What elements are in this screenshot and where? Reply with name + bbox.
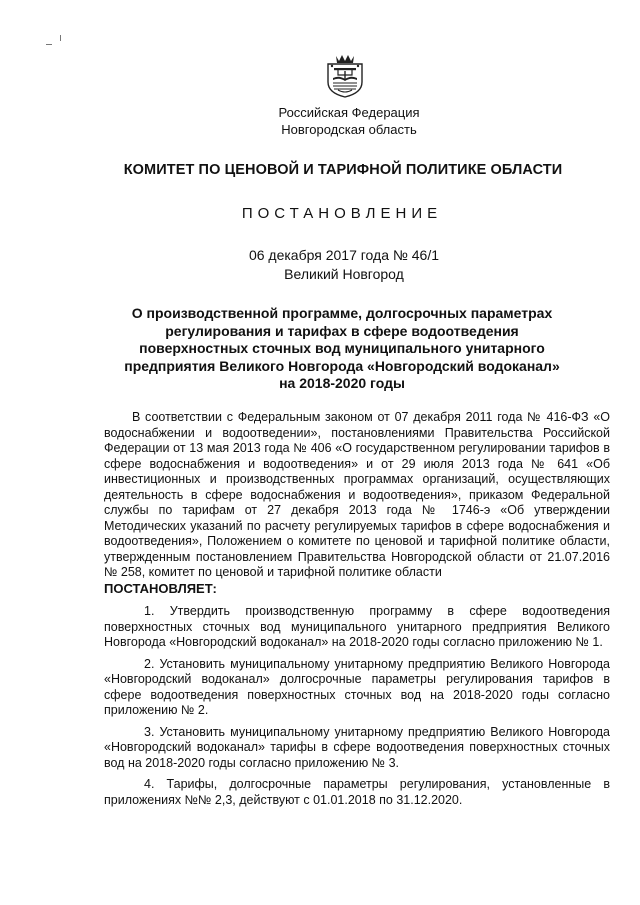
subject-line: на 2018-2020 годы (279, 375, 405, 391)
resolution-item-4: 4. Тарифы, долгосрочные параметры регулирования, установленные в приложениях №№ 2,3, действуют с 01.01.2018 по 31.12.2020. (104, 777, 610, 807)
resolves-heading: ПОСТАНОВЛЯЕТ: (104, 580, 217, 596)
document-body (104, 410, 610, 814)
subject-line: поверхностных сточных вод муниципального унитарного (139, 340, 545, 356)
country-name: Российская Федерация (278, 105, 420, 120)
resolution-item-2: 2. Установить муниципальному унитарному предприятию Великого Новгорода «Новгородский водоканал» долгосрочные параметры регулирования тарифов в сфере водоотведения поверхностных сточных вод на 2018-2020 годы согласно приложению № 2. (104, 656, 610, 717)
date-number: 06 декабря 2017 года № 46/1 (248, 247, 440, 263)
issuer-block (0, 104, 640, 138)
preamble-paragraph: В соответствии с Федеральным законом от 07 декабря 2011 года № 416-ФЗ «О водоснабжении и водоотведении», постановлениями Правительства Российской Федерации от 13 мая 2013 года № 406 «О государственном регулировании тарифов в сфере водоснабжения и водоотведения» и от 29 июля 2013 года № 641 «Об инвестиционных и производственных программах организаций, осуществляющих деятельность в сфере водоснабжения и водоотведения», приказом Федеральной службы по тарифам от 27 декабря 2013 года № 1746-э «Об утверждении Методических указаний по расчету регулируемых тарифов в сфере водоснабжения и водоотведения», Положением о комитете по ценовой и тарифной политике области, утвержденным постановлением Правительства Новгородской области от 21.07.2016 № 258, комитет по ценовой и тарифной политике области (104, 410, 610, 579)
committee-title: КОМИТЕТ ПО ЦЕНОВОЙ И ТАРИФНОЙ ПОЛИТИКЕ ОБЛАСТИ (123, 162, 563, 178)
resolution-item-1: 1. Утвердить производственную программу в сфере водоотведения поверхностных сточных вод муниципального унитарного предприятия Великого Новгорода «Новгородский водоканал» на 2018-2020 годы согласно приложению № 1. (104, 604, 610, 649)
region-name: Новгородская область (281, 122, 417, 137)
subject-line: регулирования и тарифах в сфере водоотведения (165, 322, 519, 339)
document-type: ПОСТАНОВЛЕНИЕ (241, 205, 443, 222)
novgorod-coat-of-arms-icon (324, 52, 366, 98)
date-place-block (24, 246, 640, 284)
scan-mark (46, 44, 52, 45)
resolution-item-3: 3. Установить муниципальному унитарному предприятию Великого Новгорода «Новгородский водоканал» тарифы в сфере водоотведения поверхностных сточных вод на 2018-2020 годы согласно приложению № 3. (104, 724, 610, 770)
subject-block (22, 305, 640, 393)
subject-line: предприятия Великого Новгорода «Новгородский водоканал» (124, 357, 560, 374)
place-name: Великий Новгород (284, 266, 404, 282)
subject-line: О производственной программе, долгосрочных параметрах (131, 305, 553, 321)
scan-mark (60, 35, 61, 41)
